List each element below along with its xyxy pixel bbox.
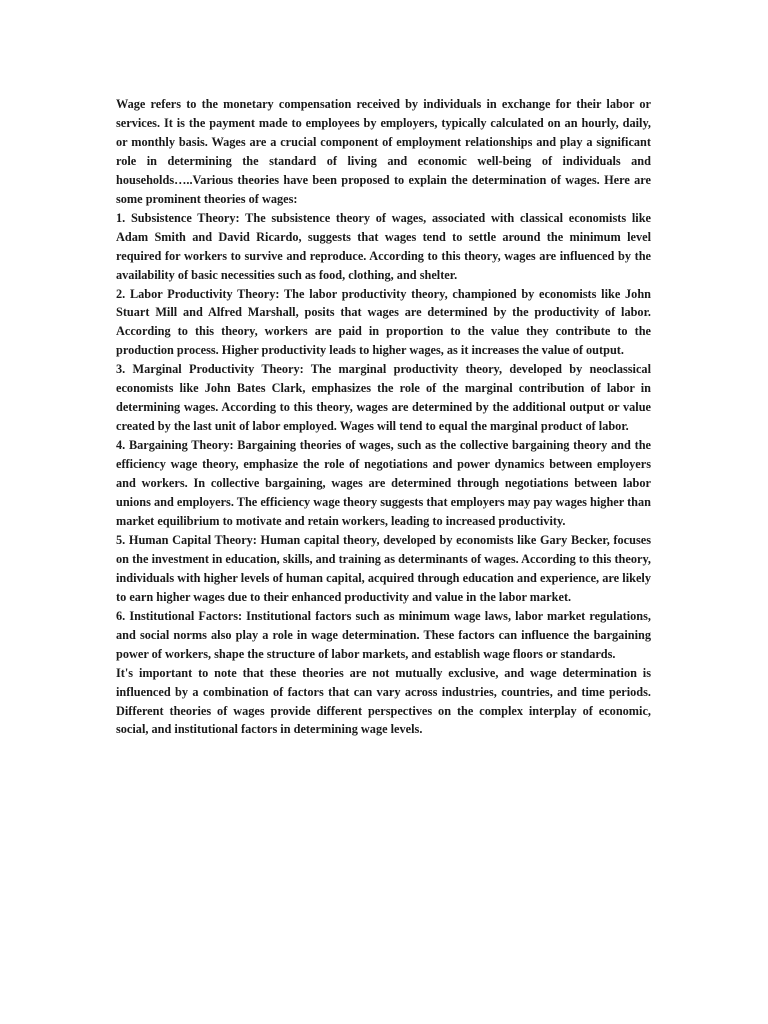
document-body	[116, 95, 651, 739]
conclusion-paragraph: It's important to note that these theories are not mutually exclusive, and wage determination is influenced by a combination of factors that can vary across industries, countries, and time periods. Different theories of wages provide different perspectives on the complex interplay of economic, social, and institutional factors in determining wage levels.	[116, 665, 651, 737]
labor-productivity-theory-paragraph: 2. Labor Productivity Theory: The labor productivity theory, championed by economists like John Stuart Mill and Alfred Marshall, posits that wages are determined by the productivity of labor. According to this theory, workers are paid in proportion to the value they contribute to the production process. Higher productivity leads to higher wages, as it increases the value of output.	[116, 286, 651, 358]
human-capital-theory-paragraph: 5. Human Capital Theory: Human capital theory, developed by economists like Gary Becker, focuses on the investment in education, skills, and training as determinants of wages. According to this theory, individuals with higher levels of human capital, acquired through education and experience, are likely to earn higher wages due to their enhanced productivity and value in the labor market.	[116, 532, 651, 604]
bargaining-theory-paragraph: 4. Bargaining Theory: Bargaining theories of wages, such as the collective bargaining theory and the efficiency wage theory, emphasize the role of negotiations and power dynamics between employers and workers. In collective bargaining, wages are determined through negotiations between labor unions and employers. The efficiency wage theory suggests that employers may pay wages higher than market equilibrium to motivate and retain workers, leading to increased productivity.	[116, 438, 651, 528]
subsistence-theory-paragraph: 1. Subsistence Theory: The subsistence theory of wages, associated with classical economists like Adam Smith and David Ricardo, suggests that wages tend to settle around the minimum level required for workers to survive and reproduce. According to this theory, wages are influenced by the availability of basic necessities such as food, clothing, and shelter.	[116, 210, 651, 282]
marginal-productivity-theory-paragraph: 3. Marginal Productivity Theory: The marginal productivity theory, developed by neoclassical economists like John Bates Clark, emphasizes the role of the marginal contribution of labor in determining wages. According to this theory, wages are determined by the additional output or value created by the last unit of labor employed. Wages will tend to equal the marginal product of labor.	[116, 362, 651, 434]
institutional-factors-paragraph: 6. Institutional Factors: Institutional factors such as minimum wage laws, labor market regulations, and social norms also play a role in wage determination. These factors can influence the bargaining power of workers, shape the structure of labor markets, and establish wage floors or standards.	[116, 608, 651, 661]
intro-paragraph: Wage refers to the monetary compensation received by individuals in exchange for their labor or services. It is the payment made to employees by employers, typically calculated on an hourly, daily, or monthly basis. Wages are a crucial component of employment relationships and play a significant role in determining the standard of living and economic well-being of individuals and households…..Various theories have been proposed to explain the determination of wages. Here are some prominent theories of wages:	[116, 97, 651, 206]
